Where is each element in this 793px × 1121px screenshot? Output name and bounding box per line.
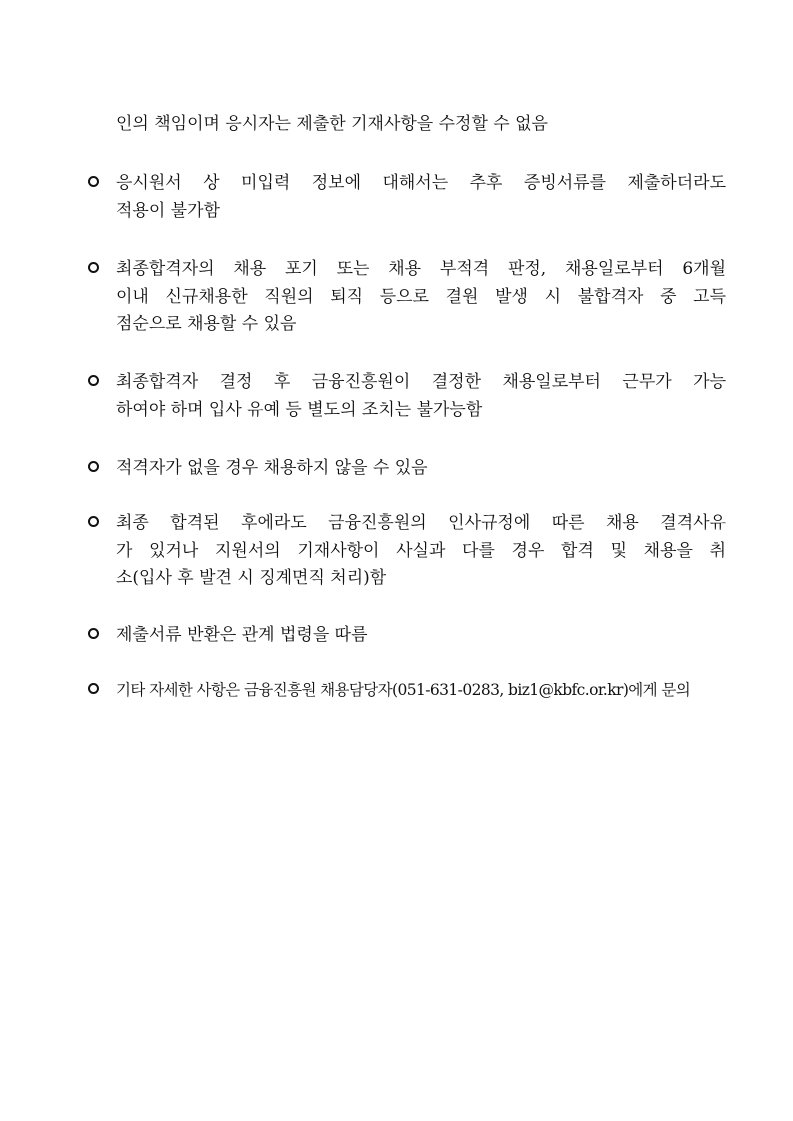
list-item-line: 적격자가 없을 경우 채용하지 않을 수 있음 [116, 458, 428, 478]
list-item-text [116, 455, 726, 483]
hollow-circle-bullet-icon [88, 262, 99, 273]
list-item-text [116, 369, 726, 424]
list-item-line: 점순으로 채용할 수 있음 [116, 314, 297, 334]
list-item-text [116, 622, 726, 650]
hollow-circle-bullet-icon [88, 683, 99, 694]
hollow-circle-bullet-icon [88, 628, 99, 639]
list-item-line: 응시원서 상 미입력 정보에 대해서는 추후 증빙서류를 제출하더라도 [116, 173, 726, 193]
hollow-circle-bullet-icon [88, 516, 99, 527]
list-item-line: 이내 신규채용한 직원의 퇴직 등으로 결원 발생 시 불합격자 중 고득 [116, 286, 726, 307]
list-item-line: 적용이 불가함 [116, 200, 220, 221]
list-item-line: 소(입사 후 발견 시 징계면직 처리)함 [116, 568, 387, 588]
list-item-text [116, 677, 726, 705]
hollow-circle-bullet-icon [88, 375, 99, 386]
hollow-circle-bullet-icon [88, 461, 99, 472]
hollow-circle-bullet-icon [88, 176, 99, 187]
list-item-line: 기타 자세한 사항은 금융진흥원 채용담당자(051-631-0283, biz1@kbfc.or.kr)에게 문의 [116, 681, 691, 699]
list-item-line: 하여야 하며 입사 유예 등 별도의 조치는 불가능함 [116, 399, 483, 420]
continuation-line: 인의 책임이며 응시자는 제출한 기재사항을 수정할 수 없음 [116, 114, 548, 134]
list-item-text [116, 256, 726, 339]
list-item-line: 제출서류 반환은 관계 법령을 따름 [116, 625, 368, 645]
list-item-line: 최종합격자 결정 후 금융진흥원이 결정한 채용일로부터 근무가 가능 [116, 372, 726, 392]
list-item-line: 가 있거나 지원서의 기재사항이 사실과 다를 경우 합격 및 채용을 취 [116, 540, 726, 561]
list-item-line: 최종합격자의 채용 포기 또는 채용 부적격 판정, 채용일로부터 6개월 [116, 259, 726, 279]
list-item-line: 최종 합격된 후에라도 금융진흥원의 인사규정에 따른 채용 결격사유 [116, 513, 726, 533]
list-item-text [116, 170, 726, 225]
list-item-text [116, 510, 726, 593]
